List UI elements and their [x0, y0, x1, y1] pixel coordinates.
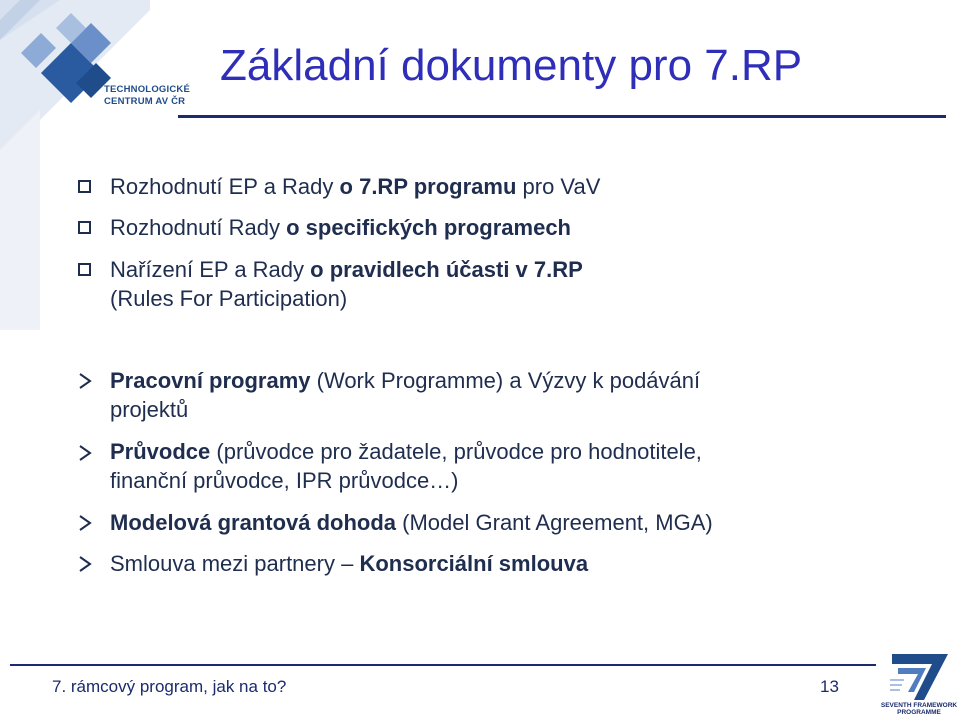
- list-item-decision-ep: [110, 172, 600, 201]
- square-bullet-icon: [78, 180, 91, 193]
- footer-rule: [10, 664, 876, 666]
- item-text: (Model Grant Agreement, MGA): [396, 510, 713, 535]
- square-bullet-icon: [78, 263, 91, 276]
- item-bold-text: Konsorciální smlouva: [359, 551, 589, 576]
- item-bold-text: Modelová grantová dohoda: [110, 510, 397, 535]
- slide-title: Základní dokumenty pro 7.RP: [220, 41, 803, 90]
- list-item-guides-line2: finanční průvodce, IPR průvodce…): [110, 468, 459, 493]
- item-text: Nařízení EP a Rady: [110, 257, 311, 282]
- square-bullet-icon: [78, 221, 91, 234]
- item-text: pro VaV: [516, 174, 601, 199]
- item-bold-text: o specifických programech: [286, 215, 571, 240]
- list-item-decision-council: [110, 213, 571, 242]
- list-item-regulation-line2: (Rules For Participation): [110, 286, 348, 311]
- fp7-text-line1: SEVENTH FRAMEWORK: [880, 702, 958, 709]
- list-item-work-programmes: [110, 366, 700, 395]
- list-item-grant-agreement: [110, 508, 713, 537]
- arrow-bullet-icon: [76, 514, 94, 532]
- item-bold-text: Pracovní programy: [110, 368, 311, 393]
- item-text: (průvodce pro žadatele, průvodce pro hodnotitele,: [210, 439, 702, 464]
- arrow-bullet-icon: [76, 372, 94, 390]
- arrow-bullet-icon: [76, 444, 94, 462]
- logo-text-line2: CENTRUM AV ČR: [104, 96, 186, 107]
- item-bold-text: o 7.RP programu: [339, 174, 517, 199]
- logo-text-line1: TECHNOLOGICKÉ: [104, 84, 190, 95]
- item-bold-text: Průvodce: [110, 439, 211, 464]
- list-item-regulation: [110, 255, 583, 284]
- fp7-text-line2: PROGRAMME: [897, 709, 941, 716]
- footer-text: 7. rámcový program, jak na to?: [52, 677, 287, 696]
- item-bold-text: o pravidlech účasti v 7.RP: [310, 257, 583, 282]
- list-item-guides: [110, 437, 702, 466]
- list-item-consortium: [110, 549, 588, 578]
- item-text: Smlouva mezi partnery –: [110, 551, 360, 576]
- arrow-bullet-icon: [76, 555, 94, 573]
- item-text: (Work Programme) a Výzvy k podávání: [310, 368, 701, 393]
- page-number: 13: [820, 677, 839, 696]
- item-text: Rozhodnutí Rady: [110, 215, 287, 240]
- list-item-work-programmes-line2: projektů: [110, 397, 189, 422]
- item-text: Rozhodnutí EP a Rady: [110, 174, 340, 199]
- title-underline: [178, 115, 946, 118]
